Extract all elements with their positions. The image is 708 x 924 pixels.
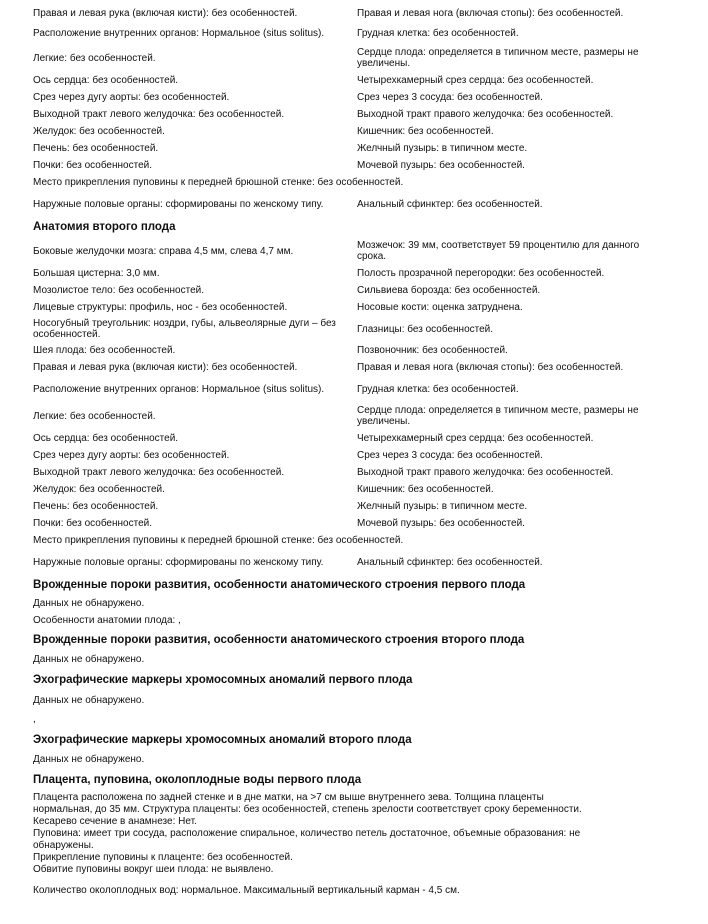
malformations-first-line1: Данных не обнаружено.	[33, 598, 145, 609]
anatomy-right-cell: Выходной тракт правого желудочка: без особенностей.	[357, 109, 614, 120]
anatomy-right-cell: Носовые кости: оценка затруднена.	[357, 302, 523, 313]
anatomy-right-cell: Мочевой пузырь: без особенностей.	[357, 160, 525, 171]
anatomy-left-cell: Печень: без особенностей.	[33, 501, 159, 512]
anatomy-right-cell: Грудная клетка: без особенностей.	[357, 27, 519, 39]
placenta-heading: Плацента, пуповина, околоплодные воды первого плода	[33, 774, 362, 786]
anatomy-left-cell: Легкие: без особенностей.	[33, 410, 156, 422]
anatomy-left-cell: Печень: без особенностей.	[33, 143, 159, 154]
placenta-line: нормальная, до 35 мм. Структура плаценты: без особенностей, степень зрелости соответствует сроку беременности.	[33, 804, 582, 815]
anatomy-row	[33, 464, 661, 481]
anatomy-right-cell: Кишечник: без особенностей.	[357, 484, 494, 495]
anatomy-row	[33, 515, 661, 532]
anatomy-left-cell: Выходной тракт левого желудочка: без особенностей.	[33, 467, 285, 478]
malformations-second-heading: Врожденные пороки развития, особенности анатомического строения второго плода	[33, 634, 525, 646]
second-anatomy-heading: Анатомия второго плода	[33, 221, 176, 233]
anatomy-left-cell: Носогубный треугольник: ноздри, губы, альвеолярные дуги – без особенностей.	[33, 318, 336, 340]
anatomy-row	[33, 498, 661, 515]
malformations-first-line2: Особенности анатомии плода: ,	[33, 615, 181, 626]
anatomy-right-cell: Желчный пузырь: в типичном месте.	[357, 143, 528, 154]
anatomy-row	[33, 72, 661, 89]
anatomy-row	[33, 123, 661, 140]
anatomy-right-cell: Четырехкамерный срез сердца: без особенностей.	[357, 433, 594, 444]
anatomy-right-cell: Полость прозрачной перегородки: без особенностей.	[357, 268, 605, 279]
anatomy-row	[33, 106, 661, 123]
first-genitalia-right: Анальный сфинктер: без особенностей.	[357, 198, 543, 210]
anatomy-right-cell: Сердце плода: определяется в типичном месте, размеры не увеличены.	[357, 405, 639, 427]
anatomy-left-cell: Расположение внутренних органов: Нормальное (situs solitus).	[33, 383, 325, 395]
markers-second-heading: Эхографические маркеры хромосомных аномалий второго плода	[33, 734, 412, 746]
anatomy-row	[33, 157, 661, 174]
placenta-line: Пуповина: имеет три сосуда, расположение спиральное, количество петель достаточное, объемные образования: не	[33, 828, 581, 839]
anatomy-left-cell: Легкие: без особенностей.	[33, 52, 156, 64]
anatomy-right-cell: Срез через 3 сосуда: без особенностей.	[357, 450, 543, 461]
anatomy-left-cell: Желудок: без особенностей.	[33, 484, 165, 495]
anatomy-right-cell: Правая и левая нога (включая стопы): без особенностей.	[357, 362, 624, 373]
anatomy-row	[33, 481, 661, 498]
anatomy-right-cell: Позвоночник: без особенностей.	[357, 345, 508, 356]
anatomy-left-cell: Выходной тракт левого желудочка: без особенностей.	[33, 109, 285, 120]
first-genitalia-left: Наружные половые органы: сформированы по женскому типу.	[33, 198, 324, 210]
anatomy-row	[33, 237, 661, 265]
anatomy-right-cell: Правая и левая нога (включая стопы): без особенностей.	[357, 8, 624, 19]
anatomy-right-cell: Грудная клетка: без особенностей.	[357, 383, 519, 395]
anatomy-row	[33, 265, 661, 282]
anatomy-right-cell: Мочевой пузырь: без особенностей.	[357, 518, 525, 529]
placenta-line: обнаружены.	[33, 840, 94, 851]
first-fetus-anatomy-table	[0, 0, 708, 174]
malformations-second-line1: Данных не обнаружено.	[33, 654, 145, 665]
anatomy-right-cell: Глазницы: без особенностей.	[357, 323, 494, 335]
anatomy-row	[33, 402, 661, 430]
anatomy-row	[33, 447, 661, 464]
anatomy-left-cell: Расположение внутренних органов: Нормальное (situs solitus).	[33, 27, 325, 39]
anatomy-right-cell: Желчный пузырь: в типичном месте.	[357, 501, 528, 512]
anatomy-row	[33, 299, 661, 316]
anatomy-row	[33, 22, 661, 44]
anatomy-left-cell: Шея плода: без особенностей.	[33, 345, 176, 356]
anatomy-right-cell: Мозжечок: 39 мм, соответствует 59 процентилю для данного срока.	[357, 240, 640, 262]
anatomy-left-cell: Срез через дугу аорты: без особенностей.	[33, 92, 230, 103]
anatomy-left-cell: Ось сердца: без особенностей.	[33, 433, 179, 444]
anatomy-left-cell: Срез через дугу аорты: без особенностей.	[33, 450, 230, 461]
placenta-paragraph	[33, 792, 673, 876]
anatomy-left-cell: Желудок: без особенностей.	[33, 126, 165, 137]
anatomy-right-cell: Четырехкамерный срез сердца: без особенностей.	[357, 75, 594, 86]
anatomy-right-cell: Сердце плода: определяется в типичном месте, размеры не увеличены.	[357, 47, 639, 69]
anatomy-left-cell: Почки: без особенностей.	[33, 518, 152, 529]
anatomy-left-cell: Правая и левая рука (включая кисти): без особенностей.	[33, 362, 298, 373]
anatomy-row	[33, 376, 661, 402]
anatomy-row	[33, 316, 661, 342]
anatomy-left-cell: Ось сердца: без особенностей.	[33, 75, 179, 86]
placenta-line: Прикрепление пуповины к плаценте: без особенностей.	[33, 852, 293, 863]
first-genitalia-row	[33, 191, 661, 217]
anatomy-row	[33, 342, 661, 359]
anatomy-left-cell: Боковые желудочки мозга: справа 4,5 мм, слева 4,7 мм.	[33, 245, 294, 257]
second-genitalia-left: Наружные половые органы: сформированы по женскому типу.	[33, 556, 324, 568]
placenta-line: Плацента расположена по задней стенке и в дне матки, на >7 см выше внутреннего зева. Толщина плаценты	[33, 792, 544, 803]
amniotic-fluid-line: Количество околоплодных вод: нормальное. Максимальный вертикальный карман - 4,5 см.	[33, 884, 460, 896]
markers-second-line1: Данных не обнаружено.	[33, 754, 145, 765]
anatomy-row	[33, 359, 661, 376]
second-fetus-anatomy-table	[0, 237, 708, 532]
markers-first-heading: Эхографические маркеры хромосомных аномалий первого плода	[33, 674, 413, 686]
anatomy-left-cell: Мозолистое тело: без особенностей.	[33, 285, 204, 296]
anatomy-right-cell: Кишечник: без особенностей.	[357, 126, 494, 137]
markers-first-line2: ,	[33, 713, 36, 725]
anatomy-row	[33, 44, 661, 72]
second-umbilical-insertion: Место прикрепления пуповины к передней брюшной стенке: без особенностей.	[33, 535, 404, 546]
anatomy-right-cell: Выходной тракт правого желудочка: без особенностей.	[357, 467, 614, 478]
markers-first-line1: Данных не обнаружено.	[33, 695, 145, 706]
anatomy-row	[33, 282, 661, 299]
anatomy-right-cell: Срез через 3 сосуда: без особенностей.	[357, 92, 543, 103]
anatomy-left-cell: Правая и левая рука (включая кисти): без особенностей.	[33, 8, 298, 19]
first-umbilical-insertion: Место прикрепления пуповины к передней брюшной стенке: без особенностей.	[33, 177, 404, 188]
anatomy-left-cell: Большая цистерна: 3,0 мм.	[33, 268, 160, 279]
anatomy-row	[33, 5, 661, 22]
anatomy-row	[33, 430, 661, 447]
anatomy-left-cell: Лицевые структуры: профиль, нос - без особенностей.	[33, 302, 288, 313]
placenta-line: Кесарево сечение в анамнезе: Нет.	[33, 816, 197, 827]
second-genitalia-row	[33, 549, 661, 575]
second-genitalia-right: Анальный сфинктер: без особенностей.	[357, 556, 543, 568]
anatomy-right-cell: Сильвиева борозда: без особенностей.	[357, 285, 541, 296]
anatomy-row	[33, 140, 661, 157]
malformations-first-heading: Врожденные пороки развития, особенности анатомического строения первого плода	[33, 579, 526, 591]
placenta-line: Обвитие пуповины вокруг шеи плода: не выявлено.	[33, 864, 274, 875]
anatomy-left-cell: Почки: без особенностей.	[33, 160, 152, 171]
anatomy-row	[33, 89, 661, 106]
